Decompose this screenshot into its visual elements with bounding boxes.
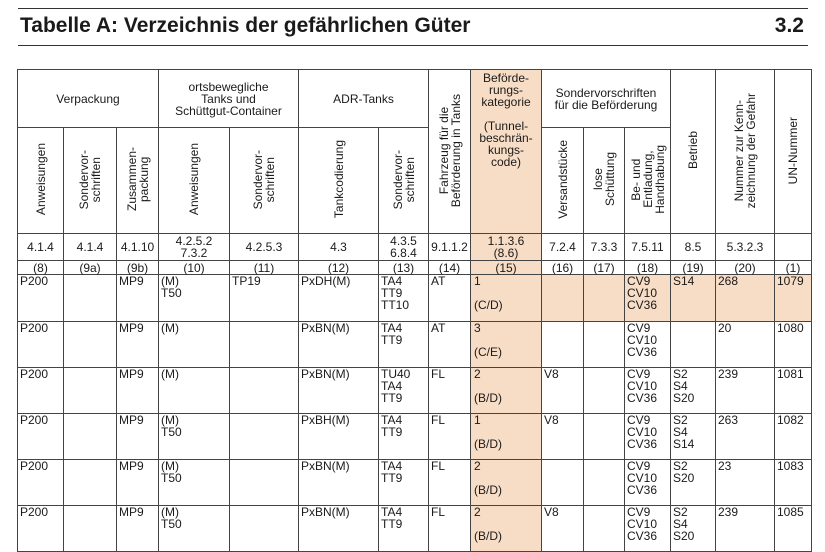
cell-c16: V8 xyxy=(542,506,584,552)
cell-c13: TU40 TA4 TT9 xyxy=(379,368,429,414)
ref-cell: 4.2.5.2 7.3.2 xyxy=(159,234,230,261)
cell-c11: TP19 xyxy=(230,275,299,322)
cell-c1: 1081 xyxy=(775,368,812,414)
header-versandstuecke: Versandstücke xyxy=(542,128,584,234)
cell-c13: TA4 TT9 xyxy=(379,460,429,506)
ref-cell: 7.3.3 xyxy=(584,234,625,261)
cell-c8: P200 xyxy=(18,506,64,552)
column-number: (16) xyxy=(542,261,584,275)
column-number: (17) xyxy=(584,261,625,275)
ref-cell: 7.2.4 xyxy=(542,234,584,261)
cell-c17 xyxy=(584,414,625,460)
cell-c13: TA4 TT9 TT10 xyxy=(379,275,429,322)
cell-c10: (M) T50 xyxy=(159,414,230,460)
cell-c11 xyxy=(230,368,299,414)
cell-c14: FL xyxy=(429,414,471,460)
header-sondervorschriften-11: Sondervor- schriften xyxy=(230,128,299,234)
tunnel-code: (B/D) xyxy=(474,391,502,405)
data-rows xyxy=(18,275,812,552)
cell-c18: CV9 CV10 CV36 xyxy=(625,506,671,552)
cell-c14: FL xyxy=(429,460,471,506)
column-number: (9b) xyxy=(117,261,159,275)
tunnel-code: (B/D) xyxy=(474,529,502,543)
cell-befoerderungskategorie xyxy=(471,506,542,552)
cell-c19 xyxy=(671,322,716,368)
cell-c13: TA4 TT9 xyxy=(379,322,429,368)
transport-category: 1 xyxy=(474,413,481,427)
cell-c10: (M) T50 xyxy=(159,460,230,506)
cell-c18: CV9 CV10 CV36 xyxy=(625,368,671,414)
header-anweisungen-10: Anweisungen xyxy=(159,128,230,234)
cell-c11 xyxy=(230,460,299,506)
column-number: (9a) xyxy=(64,261,117,275)
cell-c20: 20 xyxy=(716,322,775,368)
table-row xyxy=(18,368,812,414)
header-anweisungen-8: Anweisungen xyxy=(18,128,64,234)
ref-cell: 8.5 xyxy=(671,234,716,261)
header-sondervorschriften-13: Sondervor- schriften xyxy=(379,128,429,234)
cell-c20: 23 xyxy=(716,460,775,506)
cell-c17 xyxy=(584,460,625,506)
cell-c13: TA4 TT9 xyxy=(379,506,429,552)
header-sondervorschriften-9a: Sondervor- schriften xyxy=(64,128,117,234)
cell-c10: (M) xyxy=(159,322,230,368)
cell-c12: PxBN(M) xyxy=(299,506,379,552)
header-fahrzeug: Fahrzeug für die Beförderung in Tanks xyxy=(429,70,471,234)
transport-category: 2 xyxy=(474,505,481,519)
column-number: (8) xyxy=(18,261,64,275)
column-number: (12) xyxy=(299,261,379,275)
column-number: (18) xyxy=(625,261,671,275)
transport-category: 1 xyxy=(474,274,481,288)
ref-cell: 4.2.5.3 xyxy=(230,234,299,261)
group-ortsbewegliche-tanks: ortsbewegliche Tanks und Schüttgut-Container xyxy=(159,70,299,128)
cell-c9a xyxy=(64,414,117,460)
cell-c1: 1079 xyxy=(775,275,812,322)
cell-c8: P200 xyxy=(18,368,64,414)
ref-cell: 9.1.1.2 xyxy=(429,234,471,261)
cell-befoerderungskategorie xyxy=(471,275,542,322)
cell-c18: CV9 CV10 CV36 xyxy=(625,414,671,460)
dangerous-goods-table xyxy=(17,69,812,552)
cell-c18: CV9 CV10 CV36 xyxy=(625,460,671,506)
cell-c17 xyxy=(584,275,625,322)
table-row xyxy=(18,322,812,368)
cell-c14: AT xyxy=(429,322,471,368)
header-zusammenpackung: Zusammen- packung xyxy=(117,128,159,234)
cell-c8: P200 xyxy=(18,414,64,460)
page-title: Tabelle A: Verzeichnis der gefährlichen Güter xyxy=(20,14,471,37)
cell-c9b: MP9 xyxy=(117,506,159,552)
column-number-row xyxy=(18,261,812,275)
cell-c12: PxDH(M) xyxy=(299,275,379,322)
header-befoerderungskategorie: Beförde- rungs- kategorie (Tunnel- beschrän- kungs- code) xyxy=(471,70,542,234)
tunnel-code: (C/E) xyxy=(474,345,502,359)
cell-c1: 1082 xyxy=(775,414,812,460)
transport-category: 2 xyxy=(474,367,481,381)
column-number: (19) xyxy=(671,261,716,275)
cell-c11 xyxy=(230,506,299,552)
column-number: (11) xyxy=(230,261,299,275)
cell-c18: CV9 CV10 CV36 xyxy=(625,322,671,368)
table-row xyxy=(18,275,812,322)
cell-c9a xyxy=(64,322,117,368)
cell-c16 xyxy=(542,275,584,322)
section-number: 3.2 xyxy=(774,14,804,37)
ref-cell: 4.1.4 xyxy=(64,234,117,261)
cell-c12: PxBN(M) xyxy=(299,368,379,414)
cell-c9b: MP9 xyxy=(117,322,159,368)
cell-c1: 1085 xyxy=(775,506,812,552)
cell-c19: S2 S4 S14 xyxy=(671,414,716,460)
ref-cell: 7.5.11 xyxy=(625,234,671,261)
cell-c16: V8 xyxy=(542,414,584,460)
tunnel-code: (B/D) xyxy=(474,437,502,451)
cell-c19: S2 S20 xyxy=(671,460,716,506)
cell-c16 xyxy=(542,322,584,368)
cell-c18: CV9 CV10 CV36 xyxy=(625,275,671,322)
cell-c12: PxBH(M) xyxy=(299,414,379,460)
table-row xyxy=(18,414,812,460)
cell-c11 xyxy=(230,322,299,368)
header-lose-schuettung: lose Schüttung xyxy=(584,128,625,234)
cell-c16 xyxy=(542,460,584,506)
cell-befoerderungskategorie xyxy=(471,368,542,414)
cell-c13: TA4 TT9 xyxy=(379,414,429,460)
tunnel-code: (C/D) xyxy=(474,298,503,312)
cell-c10: (M) xyxy=(159,368,230,414)
cell-c9a xyxy=(64,368,117,414)
cell-c19: S2 S4 S20 xyxy=(671,506,716,552)
ref-cell: 5.3.2.3 xyxy=(716,234,775,261)
ref-cell: 1.1.3.6 (8.6) xyxy=(471,234,542,261)
cell-c9a xyxy=(64,460,117,506)
ref-cell: 4.3 xyxy=(299,234,379,261)
cell-c10: (M) T50 xyxy=(159,275,230,322)
group-header-row xyxy=(18,70,812,128)
cell-c17 xyxy=(584,322,625,368)
column-number: (13) xyxy=(379,261,429,275)
cell-c9b: MP9 xyxy=(117,275,159,322)
cell-c19: S14 xyxy=(671,275,716,322)
header-gefahrnummer: Nummer zur Kenn- zeichnung der Gefahr xyxy=(716,70,775,234)
cell-c8: P200 xyxy=(18,460,64,506)
ref-cell: 4.1.10 xyxy=(117,234,159,261)
table-row xyxy=(18,460,812,506)
header-un-nummer: UN-Nummer xyxy=(775,70,812,234)
column-number: (10) xyxy=(159,261,230,275)
cell-c12: PxBN(M) xyxy=(299,322,379,368)
cell-c12: PxBN(M) xyxy=(299,460,379,506)
cell-c20: 239 xyxy=(716,506,775,552)
cell-c8: P200 xyxy=(18,322,64,368)
column-number: (20) xyxy=(716,261,775,275)
header-be-entladung: Be- und Entladung, Handhabung xyxy=(625,128,671,234)
transport-category: 3 xyxy=(474,321,481,335)
cell-c8: P200 xyxy=(18,275,64,322)
cell-c19: S2 S4 S20 xyxy=(671,368,716,414)
cell-befoerderungskategorie xyxy=(471,460,542,506)
cell-befoerderungskategorie xyxy=(471,322,542,368)
group-verpackung: Verpackung xyxy=(18,70,159,128)
ref-cell: 4.3.5 6.8.4 xyxy=(379,234,429,261)
page-header xyxy=(18,8,808,46)
cell-c14: FL xyxy=(429,368,471,414)
transport-category: 2 xyxy=(474,459,481,473)
header-betrieb: Betrieb xyxy=(671,70,716,234)
cell-c9a xyxy=(64,275,117,322)
cell-c20: 239 xyxy=(716,368,775,414)
ref-cell: 4.1.4 xyxy=(18,234,64,261)
group-sondervorschriften: Sondervorschriften für die Beförderung xyxy=(542,70,671,128)
reference-row xyxy=(18,234,812,261)
cell-c1: 1080 xyxy=(775,322,812,368)
cell-c11 xyxy=(230,414,299,460)
cell-c17 xyxy=(584,506,625,552)
group-adr-tanks: ADR-Tanks xyxy=(299,70,429,128)
cell-c1: 1083 xyxy=(775,460,812,506)
cell-c10: (M) T50 xyxy=(159,506,230,552)
cell-c9b: MP9 xyxy=(117,414,159,460)
cell-c9b: MP9 xyxy=(117,368,159,414)
column-number: (1) xyxy=(775,261,812,275)
header-tankcodierung: Tankcodierung xyxy=(299,128,379,234)
cell-c14: AT xyxy=(429,275,471,322)
cell-c9b: MP9 xyxy=(117,460,159,506)
tunnel-code: (B/D) xyxy=(474,483,502,497)
cell-c9a xyxy=(64,506,117,552)
column-number: (14) xyxy=(429,261,471,275)
cell-c14: FL xyxy=(429,506,471,552)
cell-c20: 268 xyxy=(716,275,775,322)
ref-cell xyxy=(775,234,812,261)
table-row xyxy=(18,506,812,552)
cell-befoerderungskategorie xyxy=(471,414,542,460)
cell-c20: 263 xyxy=(716,414,775,460)
cell-c16: V8 xyxy=(542,368,584,414)
column-number: (15) xyxy=(471,261,542,275)
cell-c17 xyxy=(584,368,625,414)
